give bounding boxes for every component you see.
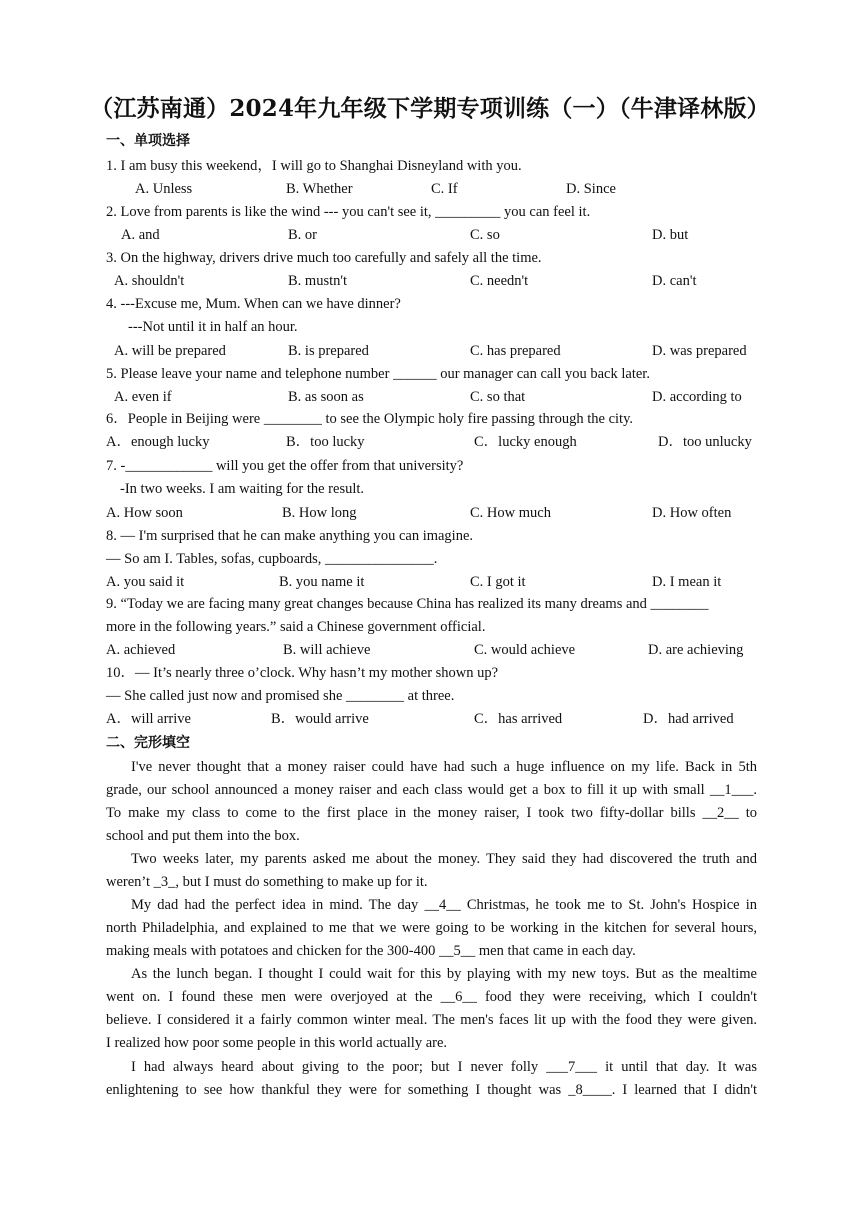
question-9-option-d: D. are achieving bbox=[648, 642, 744, 658]
question-3-option-c: C. needn't bbox=[470, 273, 529, 289]
question-4-option-c: C. has prepared bbox=[470, 343, 561, 359]
question-4-option-a: A. will be prepared bbox=[114, 343, 226, 359]
question-7-option-b: B. How long bbox=[282, 505, 357, 521]
passage-line: went on. I found these men were overjoyed at the __6__ food they were receiving, which I couldn't bbox=[106, 989, 757, 1006]
question-3-option-d: D. can't bbox=[652, 273, 697, 289]
passage-line: I've never thought that a money raiser could have had such a huge influence on my life. Back in 5th bbox=[131, 759, 757, 775]
question-8-option-c: C. I got it bbox=[470, 574, 526, 590]
passage-line: I had always heard about giving to the poor; but I never folly ___7___ it until that day. It was bbox=[131, 1059, 757, 1075]
question-7-stem-line-2: -In two weeks. I am waiting for the result. bbox=[120, 481, 365, 497]
question-9-option-a: A. achieved bbox=[106, 642, 176, 658]
question-9-stem-line-2: more in the following years.” said a Chinese government official. bbox=[106, 619, 486, 635]
question-4-stem: 4. ---Excuse me, Mum. When can we have dinner? bbox=[106, 296, 401, 312]
passage-line: Two weeks later, my parents asked me about the money. They said they had discovered the truth and bbox=[131, 851, 757, 867]
question-2-option-c: C. so bbox=[470, 227, 500, 243]
question-10-stem: 10．— It’s nearly three o’clock. Why hasn’t my mother shown up? bbox=[106, 665, 499, 681]
question-3-stem: 3. On the highway, drivers drive much too carefully and safely all the time. bbox=[106, 250, 542, 266]
question-7-option-a: A. How soon bbox=[106, 505, 183, 521]
question-1-option-d: D. Since bbox=[566, 181, 616, 197]
passage-line: weren’t _3_, but I must do something to make up for it. bbox=[106, 874, 428, 891]
question-5-option-d: D. according to bbox=[652, 389, 742, 405]
question-1-option-a: A. Unless bbox=[135, 181, 193, 197]
question-7-stem: 7. -____________ will you get the offer from that university? bbox=[106, 458, 464, 474]
question-6-option-b: B．too lucky bbox=[286, 434, 365, 450]
question-8-stem-line-2: — So am I. Tables, sofas, cupboards, _______________. bbox=[106, 551, 438, 567]
question-3-option-b: B. mustn't bbox=[288, 273, 348, 289]
question-10-option-d: D．had arrived bbox=[643, 711, 734, 727]
question-10-option-c: C．has arrived bbox=[474, 711, 563, 727]
question-1-stem: 1. I am busy this weekend，I will go to Shanghai Disneyland with you. bbox=[106, 158, 522, 174]
section-heading-cloze: 二、完形填空 bbox=[106, 735, 190, 751]
question-5-option-b: B. as soon as bbox=[288, 389, 364, 405]
question-4-stem-line-2: ---Not until it in half an hour. bbox=[128, 319, 298, 335]
passage-line: My dad had the perfect idea in mind. The day __4__ Christmas, he took me to St. John's Hospice in bbox=[131, 897, 757, 913]
question-9-option-b: B. will achieve bbox=[283, 642, 371, 658]
question-8-option-b: B. you name it bbox=[279, 574, 365, 590]
question-7-option-d: D. How often bbox=[652, 505, 732, 521]
question-6-option-a: A．enough lucky bbox=[106, 434, 210, 450]
passage-line: making meals with potatoes and chicken for the 300-400 __5__ men that came in each day. bbox=[106, 943, 636, 960]
passage-line: grade, our school announced a money raiser and each class would get a box to fill it up with small __1___. bbox=[106, 782, 757, 799]
question-8-option-d: D. I mean it bbox=[652, 574, 722, 590]
question-1-option-b: B. Whether bbox=[286, 181, 353, 197]
question-8-stem: 8. — I'm surprised that he can make anything you can imagine. bbox=[106, 528, 474, 544]
passage-paragraph-3 bbox=[106, 894, 757, 963]
page-title: （江苏南通）2024年九年级下学期专项训练（一）（牛津译林版） bbox=[90, 95, 770, 122]
question-10-stem-line-2: — She called just now and promised she ________ at three. bbox=[106, 688, 455, 704]
question-8-option-a: A. you said it bbox=[106, 574, 185, 590]
question-6-option-d: D．too unlucky bbox=[658, 434, 752, 450]
passage-paragraph-4 bbox=[106, 963, 757, 1055]
passage-line: I realized how poor some people in this world actually are. bbox=[106, 1035, 448, 1052]
question-2-stem: 2. Love from parents is like the wind --- you can't see it, _________ you can feel it. bbox=[106, 204, 591, 220]
question-6-option-c: C．lucky enough bbox=[474, 434, 577, 450]
question-10-option-a: A．will arrive bbox=[106, 711, 191, 727]
section-heading-multiple-choice: 一、单项选择 bbox=[106, 133, 190, 149]
passage-paragraph-2 bbox=[106, 848, 757, 894]
passage-line: To make my class to come to the first place in the money raiser, I took two fifty-dollar bills __2__ to bbox=[106, 805, 757, 822]
passage-paragraph-5 bbox=[106, 1056, 757, 1102]
question-2-option-b: B. or bbox=[288, 227, 317, 243]
question-4-option-d: D. was prepared bbox=[652, 343, 747, 359]
question-9-option-c: C. would achieve bbox=[474, 642, 576, 658]
question-5-stem: 5. Please leave your name and telephone number ______ our manager can call you back later. bbox=[106, 366, 650, 382]
passage-line: north Philadelphia, and explained to me that we were going to be working in the kitchen for several hours, bbox=[106, 920, 757, 937]
question-10-option-b: B．would arrive bbox=[271, 711, 369, 727]
question-5-option-c: C. so that bbox=[470, 389, 526, 405]
question-6-stem: 6．People in Beijing were ________ to see the Olympic holy fire passing through the city. bbox=[106, 411, 634, 427]
question-1-option-c: C. If bbox=[431, 181, 458, 197]
question-2-option-d: D. but bbox=[652, 227, 689, 243]
question-3-option-a: A. shouldn't bbox=[114, 273, 185, 289]
question-4-option-b: B. is prepared bbox=[288, 343, 369, 359]
passage-paragraph-1 bbox=[106, 756, 757, 848]
question-2-option-a: A. and bbox=[121, 227, 160, 243]
question-7-option-c: C. How much bbox=[470, 505, 551, 521]
passage-line: As the lunch began. I thought I could wait for this by playing with my new toys. But as the mealtime bbox=[131, 966, 757, 982]
passage-line: enlightening to see how thankful they were for something I thought was _8____. I learned that I didn't bbox=[106, 1082, 757, 1099]
passage-line: believe. I considered it a fairly common winter meal. The men's faces lit up with the food they were given. bbox=[106, 1012, 757, 1029]
passage-line: school and put them into the box. bbox=[106, 828, 300, 845]
question-9-stem: 9. “Today we are facing many great changes because China has realized its many dreams and ________ bbox=[106, 596, 709, 612]
question-5-option-a: A. even if bbox=[114, 389, 172, 405]
